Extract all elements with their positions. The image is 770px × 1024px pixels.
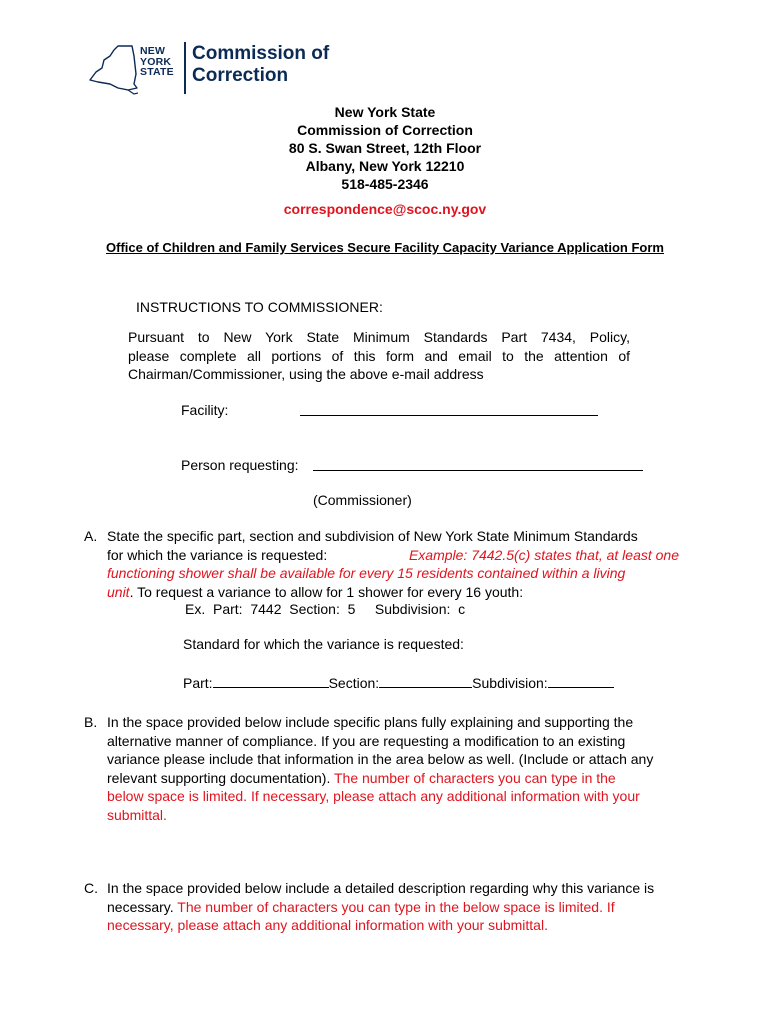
section-b-text: In the space provided below include specific plans fully explaining and supporting the alternative manner of compliance. If you are requesting a modification to an existing variance please include that information in the area below as well. (Include or attach any relevant supporting documentation). The number of characters you can type in the below space is limited. If necessary, please attach any additional information with your submittal. (107, 714, 654, 823)
facility-label: Facility: (181, 402, 229, 418)
section-a-text: State the specific part, section and subdivision of New York State Minimum Standards for which the variance is requested: Example: 7442.5(c) states that, at least one functioning shower shall be available for every 15 residents contained within a living unit. To request a variance to allow for 1 shower for every 16 youth: (107, 528, 679, 600)
section-label: Section: (328, 675, 380, 691)
address-line: Albany, New York 12210 (305, 158, 465, 174)
section-c-text: In the space provided below include a detailed description regarding why this variance is necessary. The number of characters you can type in the below space is limited. If necessary, please attach any additional information with your submittal. (107, 880, 655, 933)
address-line: Commission of Correction (297, 122, 473, 138)
instructions-heading: INSTRUCTIONS TO COMMISSIONER: (136, 299, 383, 315)
agency-logo (88, 40, 338, 102)
section-a-marker: A. (84, 528, 98, 544)
section-b-marker: B. (84, 714, 98, 730)
section-c-response-area[interactable] (107, 940, 697, 1010)
contact-email-link[interactable]: correspondence@scoc.ny.gov (283, 201, 487, 217)
new-york-state-map-icon (88, 44, 138, 96)
subdivision-label: Subdivision: (472, 675, 548, 691)
phone-number: 518-485-2346 (341, 176, 429, 192)
logo-divider (184, 42, 186, 94)
person-requesting-field[interactable] (313, 455, 643, 471)
section-a-example: Ex. Part: 7442 Section: 5 Subdivision: c (185, 601, 466, 617)
part-field[interactable] (213, 673, 329, 688)
agency-address-block (0, 103, 770, 193)
part-label: Part: (183, 675, 213, 691)
section-field[interactable] (379, 673, 472, 688)
commissioner-note: (Commissioner) (313, 492, 412, 508)
instructions-paragraph: Pursuant to New York State Minimum Standards Part 7434, Policy, please complete all portions of this form and email to the attention of Chairman/Commissioner, using the above e-mail address (128, 329, 630, 382)
address-line: New York State (334, 104, 436, 120)
section-c-marker: C. (84, 880, 98, 896)
address-line: 80 S. Swan Street, 12th Floor (288, 140, 482, 156)
subdivision-field[interactable] (548, 673, 614, 688)
logo-state-wordmark: NEW YORK STATE (140, 45, 174, 78)
standard-label: Standard for which the variance is requested: (183, 636, 464, 652)
facility-field[interactable] (300, 400, 598, 416)
person-requesting-label: Person requesting: (181, 457, 299, 473)
logo-agency-name: Commission of Correction (192, 43, 330, 86)
form-title: Office of Children and Family Services Secure Facility Capacity Variance Application Form (106, 240, 664, 255)
section-b-response-area[interactable] (107, 828, 697, 874)
standard-fields-row (183, 673, 614, 693)
